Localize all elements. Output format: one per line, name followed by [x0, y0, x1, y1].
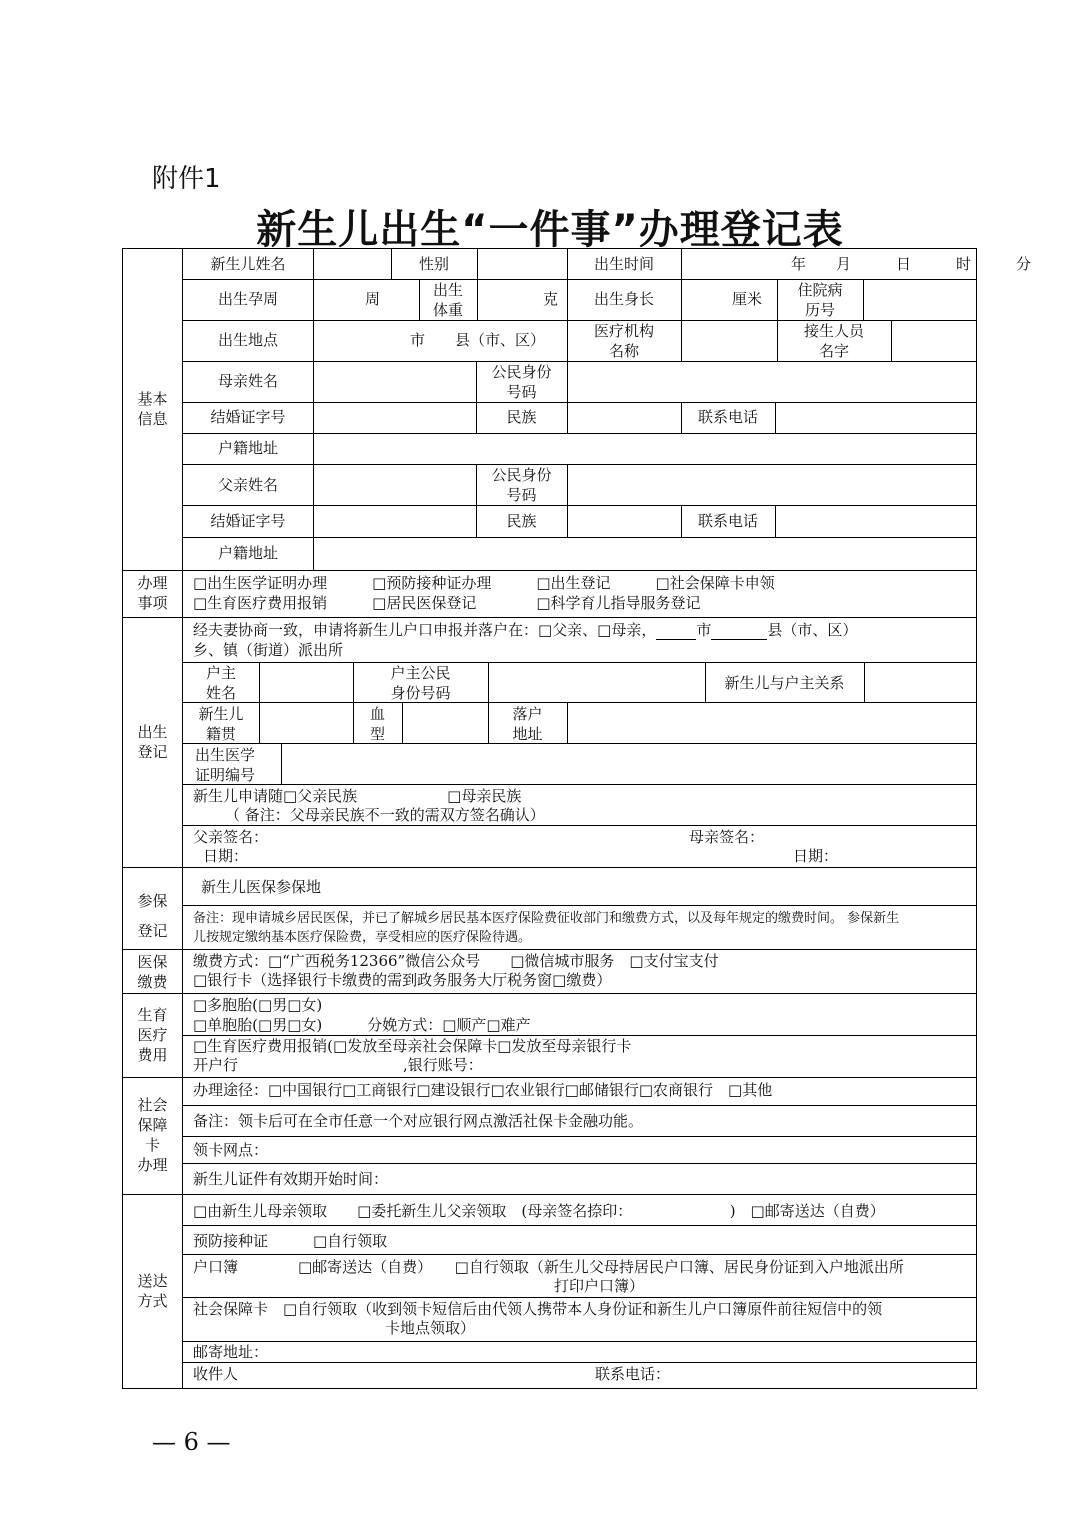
col-line: [567, 505, 568, 537]
page-number: — 6 —: [152, 1428, 231, 1456]
payment-method-line-2[interactable]: □银行卡（选择银行卡缴费的需到政务服务大厅税务窗□缴费）: [193, 971, 612, 989]
row-line: [182, 1225, 976, 1226]
row-line: [182, 505, 976, 506]
single-birth-option[interactable]: □单胞胎(□男□女) 分娩方式：□顺产□难产: [193, 1016, 531, 1034]
county-blank[interactable]: [711, 639, 767, 640]
cm-unit: 厘米: [732, 290, 763, 308]
form-title: 新生儿出生“一件事”办理登记表: [256, 207, 844, 253]
col-line: [477, 249, 478, 279]
row-line: [182, 1136, 976, 1137]
col-line: [402, 702, 403, 743]
row-line: [182, 361, 976, 362]
row-line: [182, 402, 976, 403]
row-line: [182, 905, 976, 906]
mother-name-label: 母亲姓名: [217, 372, 278, 390]
settle-address-label: 落户 地址: [512, 705, 543, 743]
baby-insurance-place-label: 新生儿医保参保地: [201, 878, 322, 896]
row-line: [182, 1254, 976, 1255]
hukou-delivery[interactable]: 户口簿 □邮寄送达（自费） □自行领取（新生儿父母持居民户口簿、居民身份证到入户地派出所: [193, 1258, 904, 1276]
section-line: [123, 1077, 976, 1078]
mother-signature-label: 母亲签名：: [689, 828, 765, 846]
father-phone-label: 联系电话: [697, 512, 758, 530]
mother-date-label: 日期：: [793, 847, 839, 865]
section-line: [123, 867, 976, 868]
row-line: [182, 702, 976, 703]
col-line: [863, 279, 864, 320]
section-items: 办理 事项: [137, 574, 168, 612]
row-line: [182, 464, 976, 465]
mother-domicile-label: 户籍地址: [217, 439, 278, 457]
birth-time-label: 出生时间: [593, 255, 654, 273]
col-line: [477, 279, 478, 320]
col-line: [567, 402, 568, 433]
section-insurance-registration: 参保 登记: [137, 892, 168, 940]
father-signature-label: 父亲签名：: [193, 828, 269, 846]
mother-phone-label: 联系电话: [697, 408, 758, 426]
card-note: 备注：领卡后可在全市任意一个对应银行网点激活社保卡金融功能。: [193, 1112, 644, 1130]
social-card-delivery[interactable]: 社会保障卡 □自行领取（收到领卡短信后由代领人携带本人身份证和新生儿户口簿原件前往短信中的领: [193, 1300, 883, 1318]
hospital-record-label: 住院病 历号: [797, 281, 843, 319]
section-line: [123, 949, 976, 950]
householder-name-label: 户主 姓名: [205, 664, 236, 702]
section-line: [123, 993, 976, 994]
father-date-label: 日期：: [203, 847, 249, 865]
delivery-person-label: 接生人员 名字: [803, 322, 864, 360]
birth-length-label: 出生身长: [593, 290, 654, 308]
baby-name-label: 新生儿姓名: [210, 255, 286, 273]
vaccine-cert-delivery[interactable]: 预防接种证 □自行领取: [193, 1232, 388, 1250]
father-id-label: 公民身份 号码: [491, 466, 552, 504]
card-outlet-label: 领卡网点：: [193, 1141, 269, 1159]
section-social-card: 社会 保障 卡 办理: [137, 1096, 168, 1174]
blood-type-label: 血 型: [369, 705, 385, 743]
col-line: [775, 402, 776, 433]
birth-weight-label: 出生 体重: [432, 281, 463, 319]
delivery-options-line-1[interactable]: □由新生儿母亲领取 □委托新生儿父亲领取 (母亲签名捺印： ) □邮寄送达（自费）: [193, 1202, 885, 1220]
items-checkbox-line-2[interactable]: □生育医疗费用报销 □居民医保登记 □科学育儿指导服务登记: [193, 594, 701, 612]
medical-institution-label: 医疗机构 名称: [593, 322, 654, 360]
col-line: [891, 320, 892, 361]
mother-marriage-no-label: 结婚证字号: [210, 408, 286, 426]
section-line: [123, 617, 976, 618]
maternity-reimburse-option[interactable]: □生育医疗费用报销(□发放至母亲社会保障卡□发放至母亲银行卡: [193, 1037, 632, 1055]
section-line: [123, 570, 976, 571]
mother-id-label: 公民身份 号码: [491, 363, 552, 401]
row-line: [182, 1105, 976, 1106]
col-line: [864, 662, 865, 702]
settle-agreement-line: [193, 620, 857, 640]
section-basic-info: 基本 信息: [137, 390, 168, 428]
relation-label: 新生儿与户主关系: [724, 674, 845, 692]
gram-unit: 克: [543, 290, 559, 308]
section-delivery-method: 送达 方式: [137, 1272, 168, 1310]
row-line: [182, 1163, 976, 1164]
card-channel-options[interactable]: 办理途径：□中国银行□工商银行□建设银行□农业银行□邮储银行□农商银行 □其他: [193, 1081, 773, 1099]
father-ethnicity-label: 民族: [506, 512, 537, 530]
ethnic-note: （ 备注：父母亲民族不一致的需双方签名确认）: [225, 806, 545, 824]
col-line: [567, 464, 568, 505]
section-birth-registration: 出生 登记: [137, 723, 168, 761]
settle-agreement-line-2: 乡、镇（街道）派出所: [193, 641, 344, 659]
col-line: [567, 702, 568, 743]
father-domicile-label: 户籍地址: [217, 544, 278, 562]
bank-account-line: 开户行 ,银行账号：: [193, 1056, 483, 1074]
city-county-text: 市 县（市、区）: [410, 331, 546, 349]
row-line: [182, 1297, 976, 1298]
col-line: [313, 249, 314, 570]
row-line: [182, 662, 976, 663]
recipient-label: 收件人: [193, 1365, 239, 1383]
section-maternity-cost: 生育 医疗 费用: [137, 1006, 168, 1064]
householder-id-label: 户主公民 身份号码: [390, 664, 451, 702]
gestation-week-label: 出生孕周: [217, 290, 278, 308]
row-line: [182, 537, 976, 538]
col-line: [281, 743, 282, 784]
hukou-delivery-cont: 打印户口簿）: [554, 1277, 645, 1295]
recipient-phone-label: 联系电话：: [595, 1365, 671, 1383]
agreement-text: 经夫妻协商一致，申请将新生儿户口申报并落户在：□父亲、□母亲，: [193, 621, 657, 639]
social-card-delivery-cont: 卡地点领取）: [385, 1319, 476, 1337]
payment-method-line-1[interactable]: 缴费方式：□“广西税务12366”微信公众号 □微信城市服务 □支付宝支付: [193, 952, 719, 970]
city-text: 市: [696, 621, 712, 639]
multiple-birth-option[interactable]: □多胞胎(□男□女): [193, 996, 323, 1014]
birth-place-label: 出生地点: [217, 331, 278, 349]
valid-from-label: 新生儿证件有效期开始时间：: [193, 1170, 389, 1188]
ethnic-choice[interactable]: 新生儿申请随□父亲民族 □母亲民族: [193, 787, 522, 805]
mother-ethnicity-label: 民族: [506, 408, 537, 426]
city-blank[interactable]: [656, 639, 696, 640]
row-line: [182, 433, 976, 434]
gender-label: 性别: [418, 255, 449, 273]
items-checkbox-line-1[interactable]: □出生医学证明办理 □预防接种证办理 □出生登记 □社会保障卡申领: [193, 574, 775, 592]
col-line: [259, 662, 260, 743]
birth-time-units: 年 月 日 时 分: [791, 255, 1032, 273]
insurance-note: 备注：现申请城乡居民医保，并已了解城乡居民基本医疗保险费征收部门和缴费方式，以及每年规定的缴费时间。 参保新生 儿按规定缴纳基本医疗保险费，享受相应的医疗保险待遇。: [193, 911, 900, 945]
col-line: [775, 505, 776, 537]
col-line: [681, 249, 682, 361]
mail-address-label: 邮寄地址：: [193, 1343, 269, 1361]
attachment-label: 附件1: [152, 164, 221, 194]
row-line: [182, 743, 976, 744]
row-line: [182, 1362, 976, 1363]
birth-cert-no-label: 出生医学 证明编号: [195, 746, 256, 784]
native-place-label: 新生儿 籍贯: [198, 705, 244, 743]
father-marriage-no-label: 结婚证字号: [210, 512, 286, 530]
week-unit: 周: [365, 290, 381, 308]
county-text: 县（市、区）: [767, 621, 858, 639]
row-line: [182, 825, 976, 826]
row-line: [182, 784, 976, 785]
row-line: [182, 1341, 976, 1342]
father-name-label: 父亲姓名: [217, 476, 278, 494]
section-line: [123, 1194, 976, 1195]
registration-form-table: [122, 248, 1032, 1389]
section-insurance-payment: 医保 缴费: [137, 953, 168, 991]
